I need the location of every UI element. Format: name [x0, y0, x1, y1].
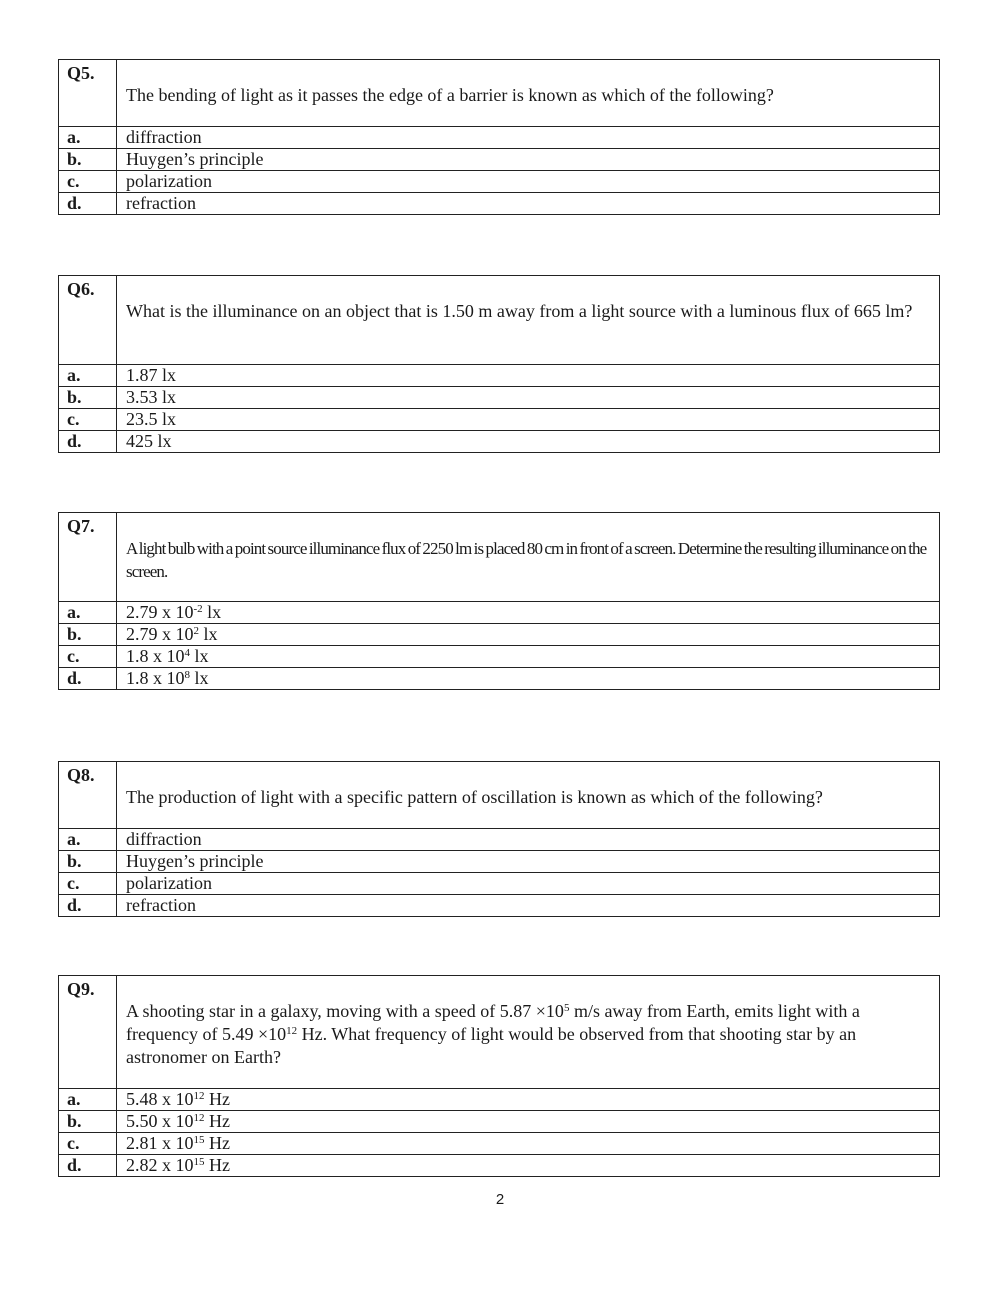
question-number: Q6. — [59, 276, 117, 365]
option-label: c. — [59, 171, 117, 193]
option-row — [59, 1111, 940, 1133]
option-text: Huygen’s principle — [117, 149, 940, 171]
option-row — [59, 646, 940, 668]
option-label: a. — [59, 602, 117, 624]
option-label: b. — [59, 624, 117, 646]
option-text: refraction — [117, 895, 940, 917]
option-label: b. — [59, 1111, 117, 1133]
question-number: Q5. — [59, 60, 117, 127]
option-row — [59, 1155, 940, 1177]
option-label: c. — [59, 646, 117, 668]
option-text: 1.8 x $10^8$ lx — [117, 668, 940, 690]
option-label: a. — [59, 365, 117, 387]
option-row — [59, 149, 940, 171]
option-label: b. — [59, 387, 117, 409]
question-table-q5 — [58, 59, 940, 215]
question-text: The production of light with a specific pattern of oscillation is known as which of the following? — [117, 762, 940, 829]
option-label: b. — [59, 851, 117, 873]
option-text: diffraction — [117, 829, 940, 851]
option-label: d. — [59, 431, 117, 453]
page-number: 2 — [495, 1191, 505, 1208]
question-table-q7 — [58, 512, 940, 690]
question-table-q6 — [58, 275, 940, 453]
option-row — [59, 171, 940, 193]
option-row — [59, 895, 940, 917]
option-row — [59, 1133, 940, 1155]
option-row — [59, 829, 940, 851]
option-label: a. — [59, 1089, 117, 1111]
option-row — [59, 873, 940, 895]
option-row — [59, 127, 940, 149]
option-label: d. — [59, 193, 117, 215]
option-label: d. — [59, 1155, 117, 1177]
option-row — [59, 624, 940, 646]
option-label: b. — [59, 149, 117, 171]
question-table-q8 — [58, 761, 940, 917]
option-text: 2.81 x $10^{15}$ Hz — [117, 1133, 940, 1155]
option-text: 23.5 lx — [117, 409, 940, 431]
option-label: d. — [59, 895, 117, 917]
option-row — [59, 602, 940, 624]
question-text: The bending of light as it passes the edge of a barrier is known as which of the following? — [117, 60, 940, 127]
question-text: A light bulb with a point source illuminance flux of 2250 lm is placed 80 cm in front of a screen. Determine the resulting illuminance on the screen. — [117, 513, 940, 602]
question-number: Q8. — [59, 762, 117, 829]
option-text: 5.48 x $10^{12}$ Hz — [117, 1089, 940, 1111]
option-label: a. — [59, 829, 117, 851]
option-text: 3.53 lx — [117, 387, 940, 409]
option-text: 5.50 x $10^{12}$ Hz — [117, 1111, 940, 1133]
option-row — [59, 193, 940, 215]
option-text: refraction — [117, 193, 940, 215]
question-table-q9 — [58, 975, 940, 1177]
option-row — [59, 431, 940, 453]
option-row — [59, 387, 940, 409]
option-text: polarization — [117, 171, 940, 193]
option-label: c. — [59, 409, 117, 431]
option-text: 1.87 lx — [117, 365, 940, 387]
option-label: d. — [59, 668, 117, 690]
option-text: diffraction — [117, 127, 940, 149]
option-row — [59, 409, 940, 431]
option-text: polarization — [117, 873, 940, 895]
option-label: a. — [59, 127, 117, 149]
option-text: Huygen’s principle — [117, 851, 940, 873]
option-text: 425 lx — [117, 431, 940, 453]
option-row — [59, 365, 940, 387]
option-row — [59, 851, 940, 873]
question-number: Q9. — [59, 976, 117, 1089]
option-text: 2.82 x $10^{15}$ Hz — [117, 1155, 940, 1177]
option-text: 2.79 x $10^2$ lx — [117, 624, 940, 646]
option-label: c. — [59, 873, 117, 895]
option-label: c. — [59, 1133, 117, 1155]
option-text: 2.79 x $10^{-2}$ lx — [117, 602, 940, 624]
option-text: 1.8 x $10^4$ lx — [117, 646, 940, 668]
question-number: Q7. — [59, 513, 117, 602]
question-text: What is the illuminance on an object that is 1.50 m away from a light source with a luminous flux of 665 lm? — [117, 276, 940, 365]
option-row — [59, 668, 940, 690]
option-row — [59, 1089, 940, 1111]
question-text: A shooting star in a galaxy, moving with a speed of $5.87 \times 10^5$ m/s away from Earth, emits light with a frequency of $5.49 \times 10^{12}$ Hz. What frequency of light would be observed from that shooting star by an astronomer on Earth? — [117, 976, 940, 1089]
